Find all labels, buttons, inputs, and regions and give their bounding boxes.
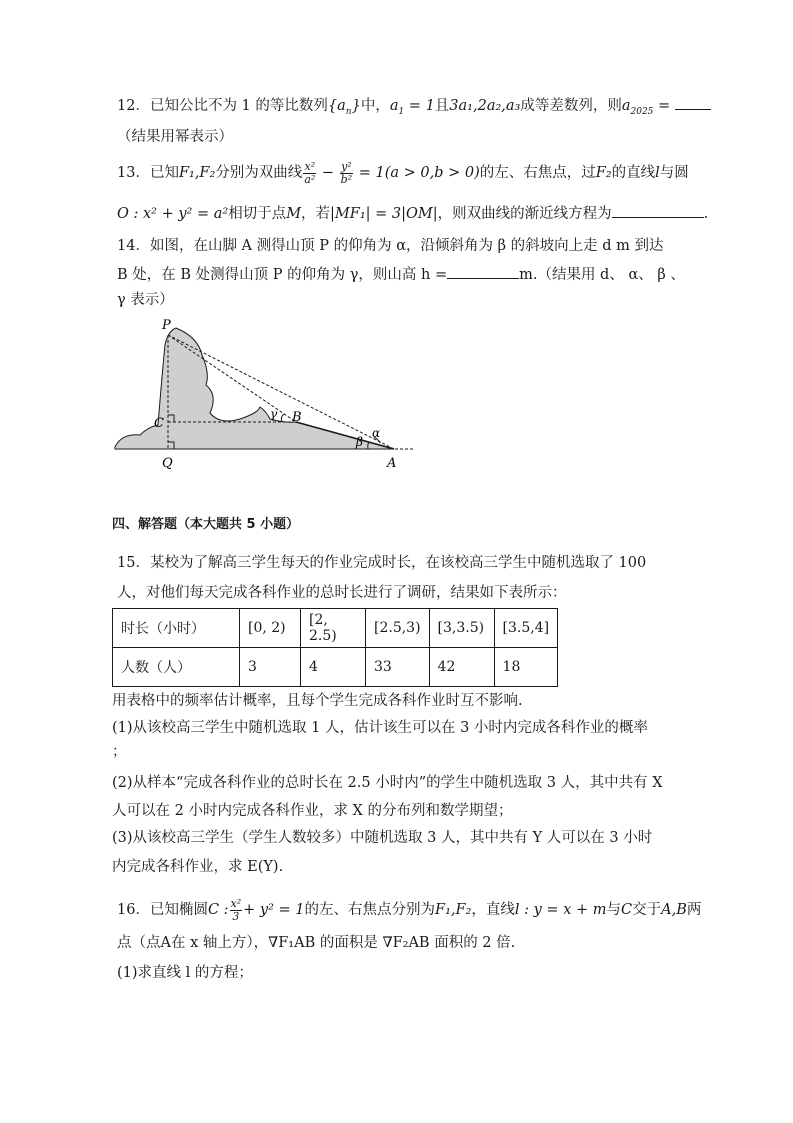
table-row: 人数（人） 3 4 33 42 18: [113, 648, 558, 687]
q15-assumption: 用表格中的频率估计概率，且每个学生完成各科作业时互不影响.: [112, 693, 523, 709]
question-16-line2: 点（点A在 x 轴上方），∇F₁AB 的面积是 ∇F₂AB 面积的 2 倍.: [117, 935, 516, 951]
question-16: 16．已知椭圆C : $\frac{\text{x²}}{3}$ + y² = 1的左、右焦点分别为F₁,F₂，直线l : y = x + m与C交于A,B两: [117, 896, 702, 923]
label-beta: β: [356, 435, 363, 449]
q16-part1: (1)求直线 l 的方程；: [117, 965, 253, 981]
question-15-line1: 15．某校为了解高三学生每天的作业完成时长，在该校高三学生中随机选取了 100: [117, 555, 647, 571]
q15-part3-end: 内完成各科作业，求 E(Y).: [112, 859, 284, 875]
question-14-line3: γ 表示）: [117, 292, 174, 308]
q12-seq: $\{a_n\}$: [327, 98, 361, 117]
q15-part1: (1)从该校高三学生中随机选取 1 人，估计该生可以在 3 小时内完成各科作业的概率: [112, 720, 648, 736]
q15-part2: (2)从样本“完成各科作业的总时长在 2.5 小时内”的学生中随机选取 3 人，其中共有 X: [112, 775, 663, 791]
question-13-line2: O : x² + y² = a²相切于点M，若|MF₁| = 3|OM|，则双曲线的渐近线方程为 .: [117, 206, 709, 222]
section-heading: 四、解答题（本大题共 5 小题）: [112, 517, 300, 532]
mountain-figure: [110, 315, 430, 475]
q12-cond: $a_1 = 1$: [389, 98, 435, 117]
q12-text: 12．已知公比不为 1 的等比数列: [117, 98, 328, 114]
answer-blank-12[interactable]: [675, 109, 711, 110]
q12-target: $a_{2025}$ =: [621, 98, 671, 117]
question-12: 12．已知公比不为 1 的等比数列$\{a_n\}$中，$a_1 = 1$且3a₁,2a₂,a₃成等差数列，则$a_{2025}$ =: [117, 96, 711, 122]
label-A: A: [387, 456, 397, 471]
label-B: B: [292, 410, 302, 425]
duration-table: [112, 608, 558, 687]
answer-blank-14[interactable]: [447, 278, 519, 279]
question-13: 13．已知F₁,F₂分别为双曲线 $\frac{\text{x²}}{\text{a²}}$ − $\frac{\text{y²}}{\text{b²}}$ = 1(a > 0,b > 0)的左、右焦点，过F₂的直线l与圆: [117, 159, 689, 186]
q12-note: （结果用幂表示）: [117, 129, 233, 145]
label-C: C: [154, 416, 164, 431]
label-gamma: γ: [270, 407, 278, 421]
label-alpha: α: [372, 426, 381, 440]
question-14-line2: B 处，在 B 处测得山顶 P 的仰角为 γ，则山高 h = m.（结果用 d、 α、 β 、: [117, 267, 685, 283]
table-row: 时长（小时） [0, 2) [2, 2.5) [2.5,3) [3,3.5) [3.5,4]: [113, 609, 558, 648]
q15-part2-end: 人可以在 2 小时内完成各科作业，求 X 的分布列和数学期望；: [112, 803, 513, 819]
q15-part1-end: ；: [112, 744, 127, 760]
answer-blank-13[interactable]: [612, 217, 704, 218]
label-P: P: [162, 318, 171, 333]
q15-part3: (3)从该校高三学生（学生人数较多）中随机选取 3 人，其中共有 Y 人可以在 3 小时: [112, 830, 653, 846]
question-14-line1: 14．如图，在山脚 A 测得山顶 P 的仰角为 α，沿倾斜角为 β 的斜坡向上走 d m 到达: [117, 238, 664, 254]
label-Q: Q: [162, 456, 173, 471]
question-15-line2: 人，对他们每天完成各科作业的总时长进行了调研，结果如下表所示：: [117, 585, 567, 601]
